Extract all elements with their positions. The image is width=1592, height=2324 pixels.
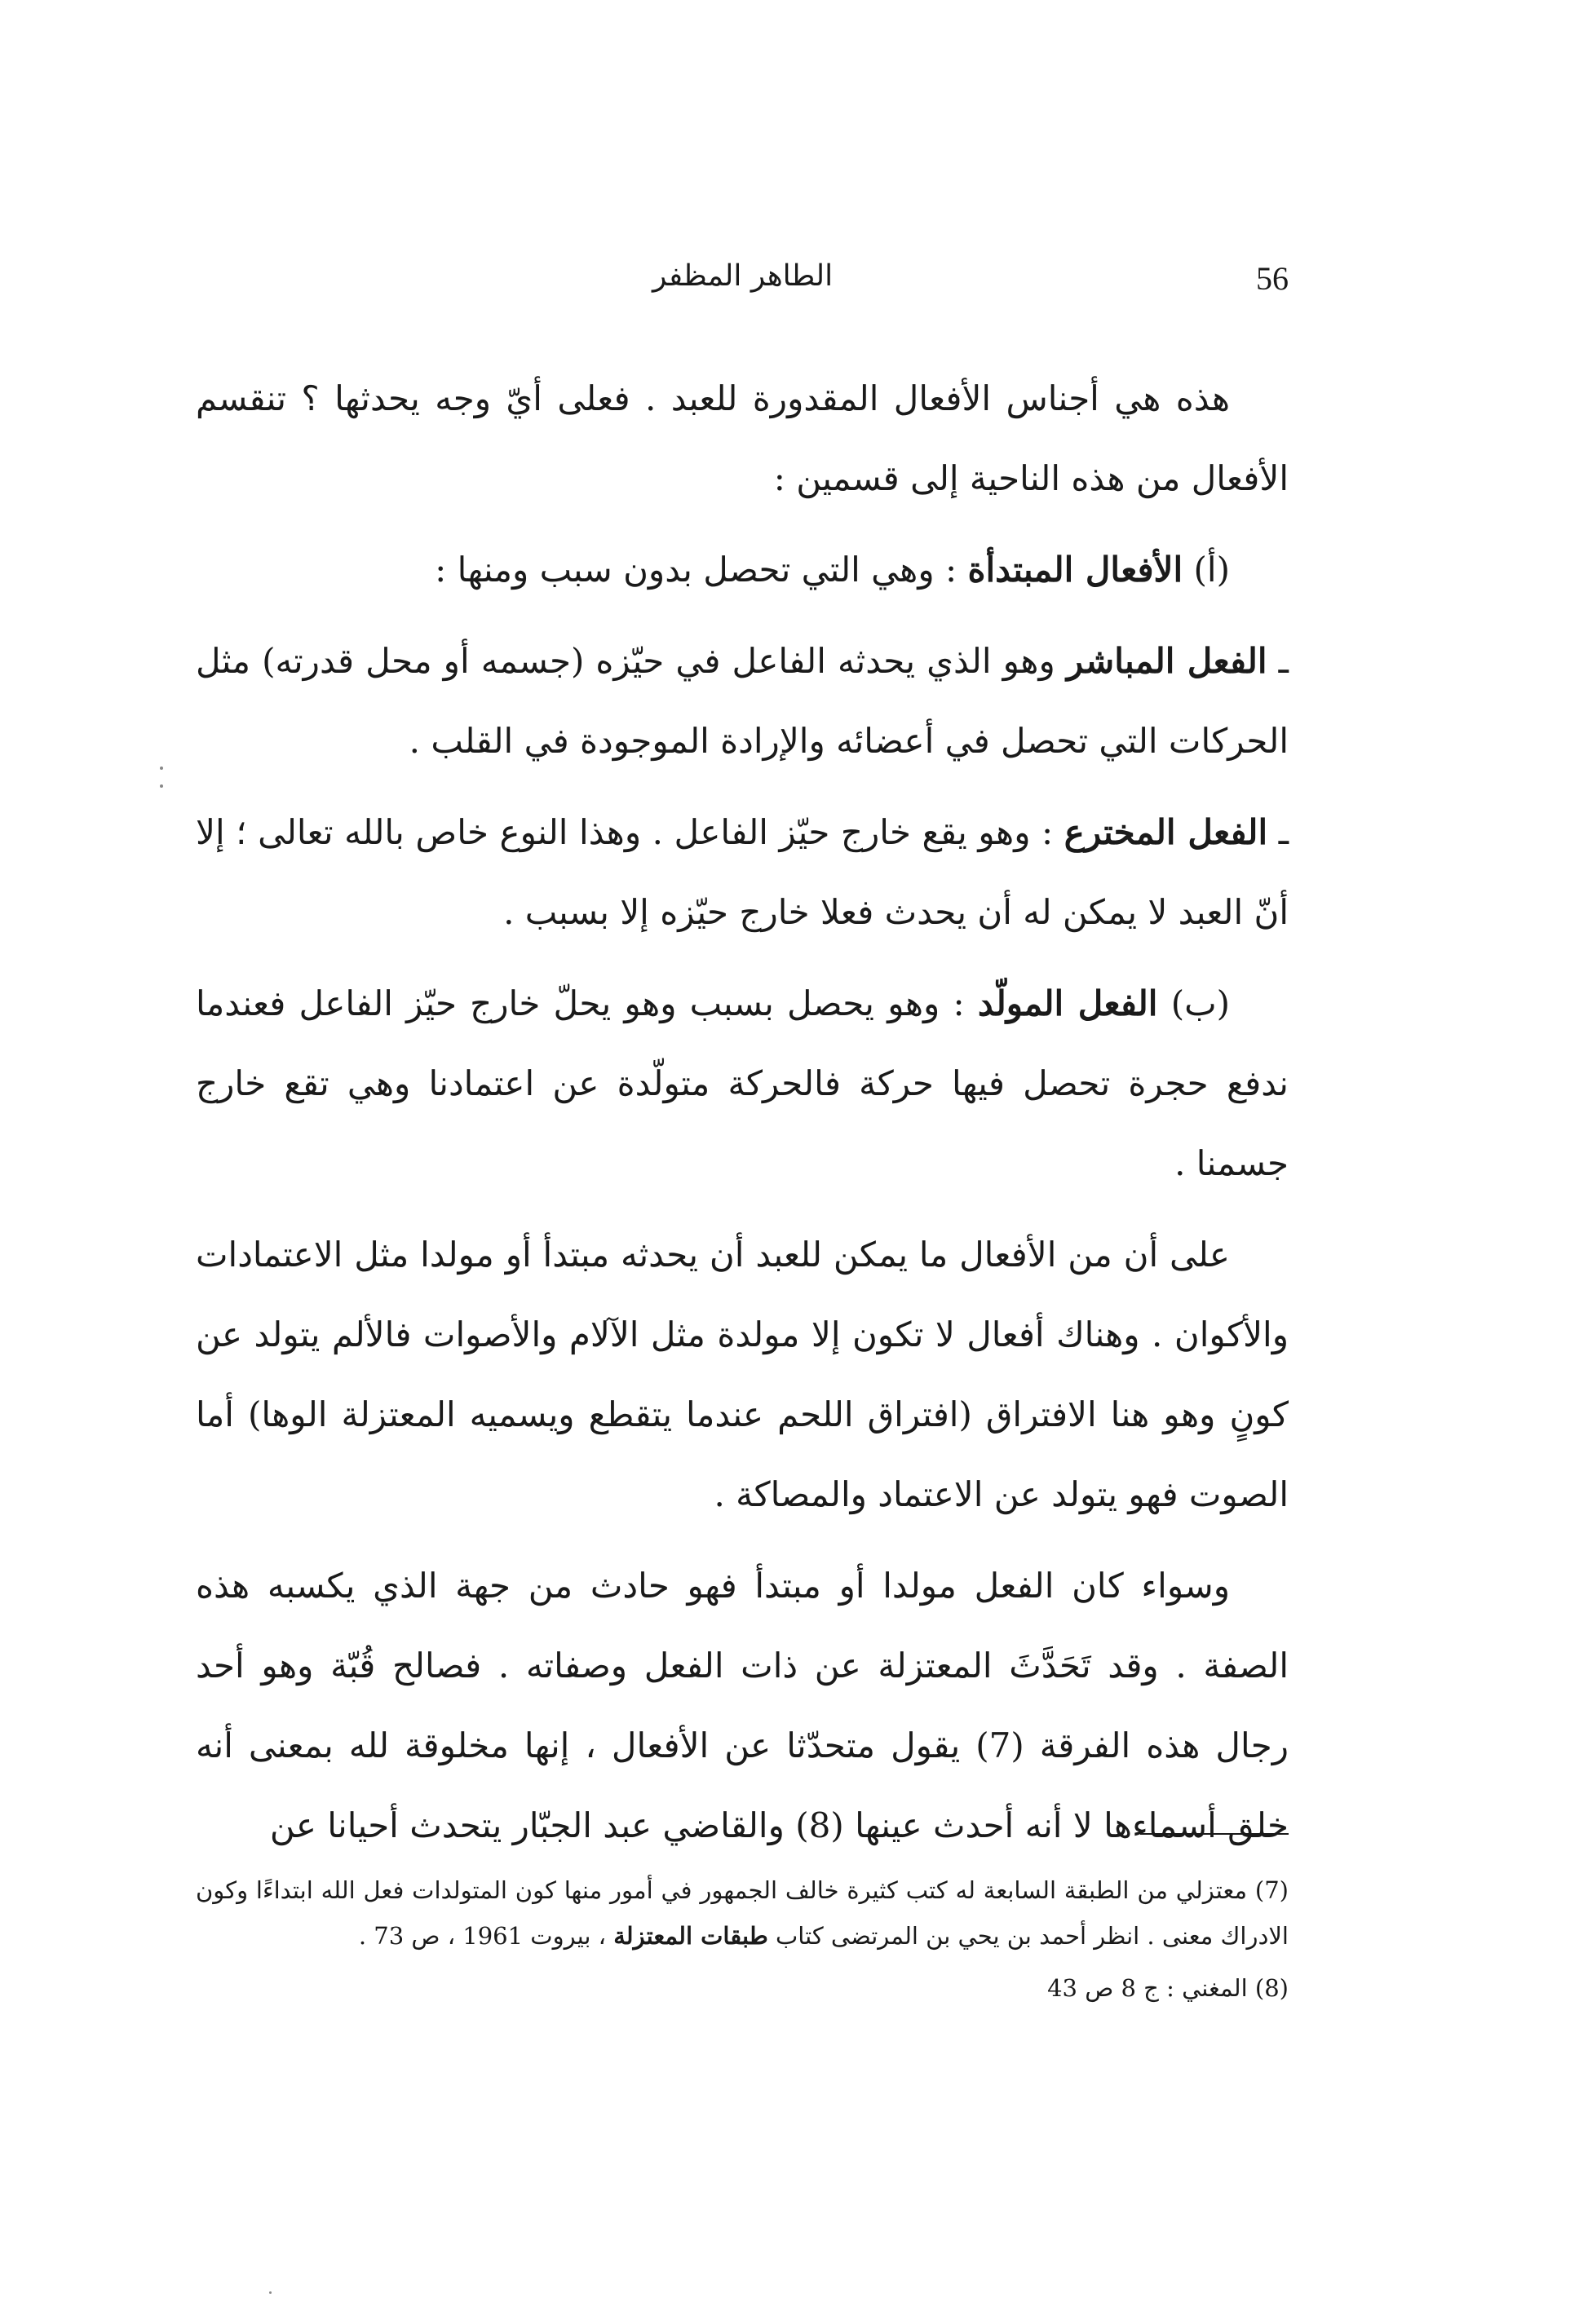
term-direct-act: الفعل المباشر <box>1066 641 1267 681</box>
paragraph-6: على أن من الأفعال ما يمكن للعبد أن يحدثه مبتدأ أو مولدا مثل الاعتمادات والأكوان . وهناك أفعال لا تكون إلا مولدة مثل الآلام والأصوات فالألم يتولد عن كونٍ وهو هنا الافتراق (افتراق اللحم عندما يتقطع ويسميه المعتزلة الوها) أما الصوت فهو يتولد عن الاعتماد والمصاكة . <box>196 1235 1289 1514</box>
footnote-separator <box>1140 1833 1289 1835</box>
dash-marker: ـ <box>1278 812 1289 852</box>
paragraph-3 <box>196 621 1289 781</box>
paragraph-4 <box>196 793 1289 952</box>
paragraph-3-text: وهو الذي يحدثه الفاعل في حيّزه (جسمه أو محل قدرته) مثل الحركات التي تحصل في أعضائه والإرادة الموجودة في القلب . <box>196 641 1289 761</box>
item-label-a: (أ) <box>1193 550 1230 590</box>
dash-marker: ـ <box>1278 641 1289 681</box>
item-label-b: (ب) <box>1170 983 1231 1023</box>
scan-speck <box>269 2291 272 2294</box>
paragraph-5-text: : وهو يحصل بسبب وهو يحلّ خارج حيّز الفاعل فعندما ندفع حجرة تحصل فيها حركة فالحركة متولّدة عن اعتمادنا وهي تقع خارج جسمنا . <box>196 983 1289 1183</box>
running-title: الطاهر المظفر <box>652 259 834 293</box>
scan-speck <box>160 784 163 788</box>
page-number: 56 <box>1256 260 1289 297</box>
paragraph-2-text: : وهي التي تحصل بدون سبب ومنها : <box>435 550 957 590</box>
paragraph-4-text: : وهو يقع خارج حيّز الفاعل . وهذا النوع خاص بالله تعالى ؛ إلا أنّ العبد لا يمكن له أن يحدث فعلا خارج حيّزه إلا بسبب . <box>196 812 1289 932</box>
term-initiated-acts: الأفعال المبتدأة <box>967 550 1183 590</box>
paragraph-1: هذه هي أجناس الأفعال المقدورة للعبد . فعلى أيّ وجه يحدثها ؟ تنقسم الأفعال من هذه الناحية إلى قسمين : <box>196 378 1289 498</box>
footnote-7 <box>196 1867 1289 1959</box>
footnote-7-book-title: طبقات المعتزلة <box>613 1922 768 1950</box>
page-header <box>196 259 1289 308</box>
scan-speck <box>160 767 163 770</box>
main-text <box>196 359 1289 1877</box>
footnote-7-text-b: ، بيروت 1961 ، ص 73 . <box>358 1922 607 1950</box>
paragraph-5 <box>196 964 1289 1204</box>
paragraph-7: وسواء كان الفعل مولدا أو مبتدأ فهو حادث من جهة الذي يكسبه هذه الصفة . وقد تَحَدَّثَ المعتزلة عن ذات الفعل وصفاته . فصالح قُبّة وهو أحد رجال هذه الفرقة (7) يقول متحدّثا عن الأفعال ، إنها مخلوقة لله بمعنى أنه خلق أسماءها لا أنه أحدث عينها (8) والقاضي عبد الجبّار يتحدث أحيانا عن <box>196 1566 1289 1845</box>
footnote-8: (8) المغني : ج 8 ص 43 <box>1047 1974 1289 2002</box>
paragraph-2 <box>196 530 1289 610</box>
footnote-7-text-a: (7) معتزلي من الطبقة السابعة له كتب كثيرة خالف الجمهور في أمور منها كون المتولدات فعل الله ابتداءًا وكون الادراك معنى . انظر أحمد بن يحي بن المرتضى كتاب <box>196 1876 1289 1950</box>
term-generated-act: الفعل المولّد <box>977 983 1158 1023</box>
footnotes <box>196 1867 1289 2017</box>
term-invented-act: الفعل المخترع <box>1064 812 1268 852</box>
